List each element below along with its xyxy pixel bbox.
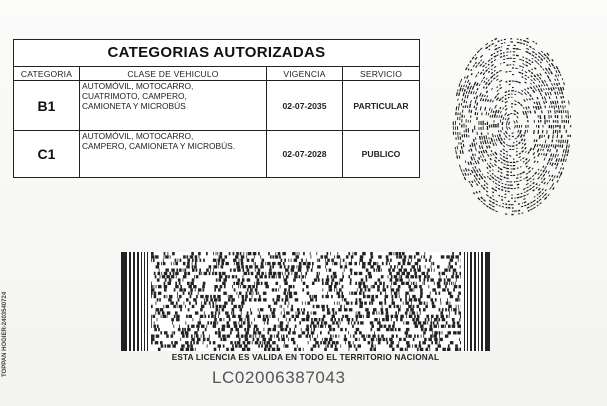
table-row	[14, 81, 419, 131]
table-row	[14, 131, 419, 177]
legal-notice: ESTA LICENCIA ES VALIDA EN TODO EL TERRITORIO NACIONAL	[171, 353, 440, 362]
table-header-row	[14, 67, 419, 81]
vehicle-class	[80, 81, 267, 130]
header-vigencia: VIGENCIA	[267, 67, 343, 80]
service-type: PARTICULAR	[353, 100, 409, 111]
printer-code: TOPPAN HOGIER-2403540724	[2, 291, 8, 377]
header-servicio: SERVICIO	[359, 68, 403, 79]
service-type: PUBLICO	[361, 149, 401, 159]
category-code: C1	[14, 131, 80, 177]
vehicle-class-line: CUATRIMOTO, CAMPERO,	[82, 91, 187, 101]
header-clase: CLASE DE VEHICULO	[80, 67, 267, 80]
vehicle-class-line: AUTOMÓVIL, MOTOCARRO,	[82, 81, 194, 91]
validity-date: 02-07-2035	[267, 81, 343, 130]
categories-table	[13, 39, 420, 178]
table-title: CATEGORIAS AUTORIZADAS	[14, 40, 419, 67]
header-categoria: CATEGORIA	[14, 67, 80, 80]
fingerprint-icon	[446, 33, 574, 225]
license-number: LC02006387043	[212, 368, 346, 387]
validity-date: 02-07-2028	[267, 131, 343, 177]
vehicle-class	[80, 131, 267, 177]
pdf417-barcode	[121, 252, 490, 351]
category-code: B1	[14, 81, 80, 130]
vehicle-class-line: CAMPERO, CAMIONETA Y MICROBÚS.	[82, 141, 236, 151]
vehicle-class-line: CAMIONETA Y MICROBÚS	[82, 101, 186, 111]
vehicle-class-line: AUTOMÓVIL, MOTOCARRO,	[82, 131, 194, 141]
